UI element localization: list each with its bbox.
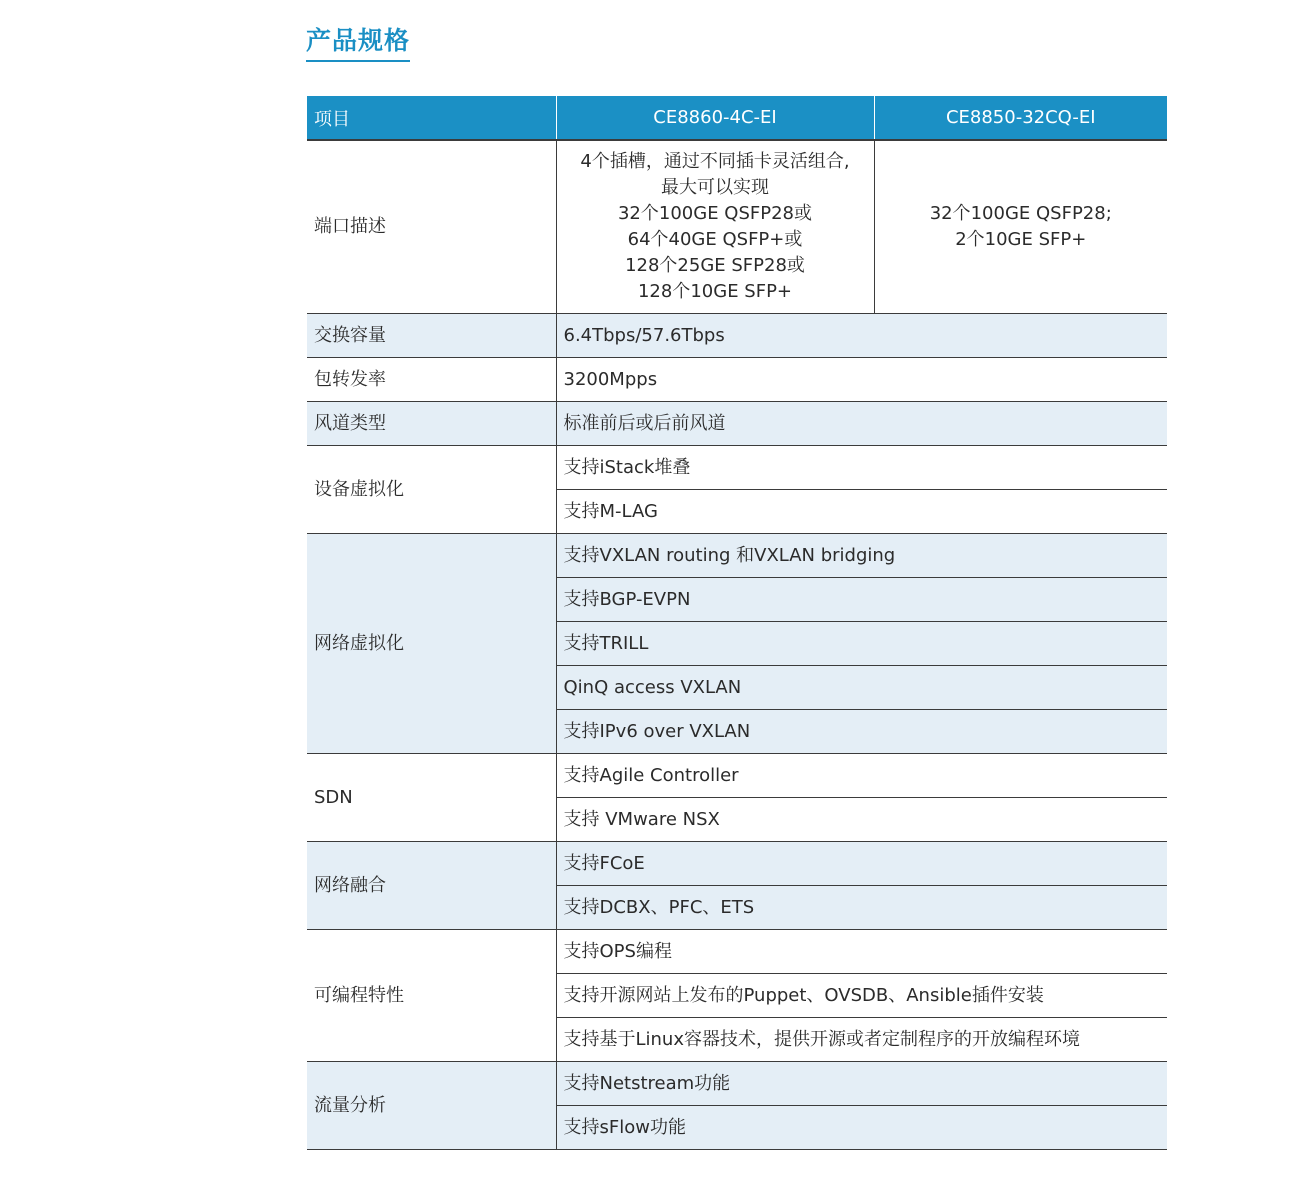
port-line: 32个100GE QSFP28; (929, 203, 1112, 224)
row-value: 支持OPS编程 (556, 930, 1167, 974)
table-row (307, 754, 1167, 798)
row-value: 支持M-LAG (556, 490, 1167, 534)
port-line: 128个10GE SFP+ (637, 281, 793, 302)
port-line: 最大可以实现 (661, 177, 769, 198)
row-value: 支持开源网站上发布的Puppet、OVSDB、Ansible插件安装 (556, 974, 1167, 1018)
port-line: 4个插槽，通过不同插卡灵活组合, (580, 151, 850, 172)
page-title: 产品规格 (306, 24, 410, 62)
port-model-2 (874, 140, 1167, 314)
row-value: 支持Agile Controller (556, 754, 1167, 798)
row-value: 支持DCBX、PFC、ETS (556, 886, 1167, 930)
row-label: 包转发率 (307, 358, 556, 402)
table-row (307, 534, 1167, 578)
row-label: 可编程特性 (307, 930, 556, 1062)
row-label: SDN (307, 754, 556, 842)
port-line: 128个25GE SFP28或 (625, 255, 805, 276)
table-row (307, 842, 1167, 886)
row-label: 网络虚拟化 (307, 534, 556, 754)
row-value: QinQ access VXLAN (556, 666, 1167, 710)
port-line: 64个40GE QSFP+或 (627, 229, 803, 250)
row-label: 网络融合 (307, 842, 556, 930)
table-row (307, 930, 1167, 974)
spec-table (307, 96, 1167, 1150)
header-model-2: CE8850-32CQ-EI (874, 96, 1167, 140)
row-value: 支持 VMware NSX (556, 798, 1167, 842)
header-item: 项目 (307, 96, 556, 140)
port-line: 2个10GE SFP+ (955, 229, 1087, 250)
table-row (307, 1062, 1167, 1106)
row-value: 6.4Tbps/57.6Tbps (556, 314, 1167, 358)
row-label: 流量分析 (307, 1062, 556, 1150)
spec-groups (307, 314, 1167, 1150)
row-label: 设备虚拟化 (307, 446, 556, 534)
row-value: 标准前后或后前风道 (556, 402, 1167, 446)
row-value: 支持基于Linux容器技术，提供开源或者定制程序的开放编程环境 (556, 1018, 1167, 1062)
row-label: 风道类型 (307, 402, 556, 446)
row-value: 3200Mpps (556, 358, 1167, 402)
table-row-port (307, 140, 1167, 314)
table-row (307, 402, 1167, 446)
row-value: 支持IPv6 over VXLAN (556, 710, 1167, 754)
table-row (307, 446, 1167, 490)
row-value: 支持Netstream功能 (556, 1062, 1167, 1106)
row-value: 支持sFlow功能 (556, 1106, 1167, 1150)
table-header-row (307, 96, 1167, 140)
header-model-1: CE8860-4C-EI (556, 96, 874, 140)
row-value: 支持VXLAN routing 和VXLAN bridging (556, 534, 1167, 578)
port-line: 32个100GE QSFP28或 (617, 203, 812, 224)
table-row (307, 358, 1167, 402)
row-value: 支持TRILL (556, 622, 1167, 666)
row-value: 支持iStack堆叠 (556, 446, 1167, 490)
table-row (307, 314, 1167, 358)
row-label: 交换容量 (307, 314, 556, 358)
port-model-1 (556, 140, 874, 314)
row-value: 支持BGP-EVPN (556, 578, 1167, 622)
row-value: 支持FCoE (556, 842, 1167, 886)
row-label-port: 端口描述 (307, 140, 556, 314)
